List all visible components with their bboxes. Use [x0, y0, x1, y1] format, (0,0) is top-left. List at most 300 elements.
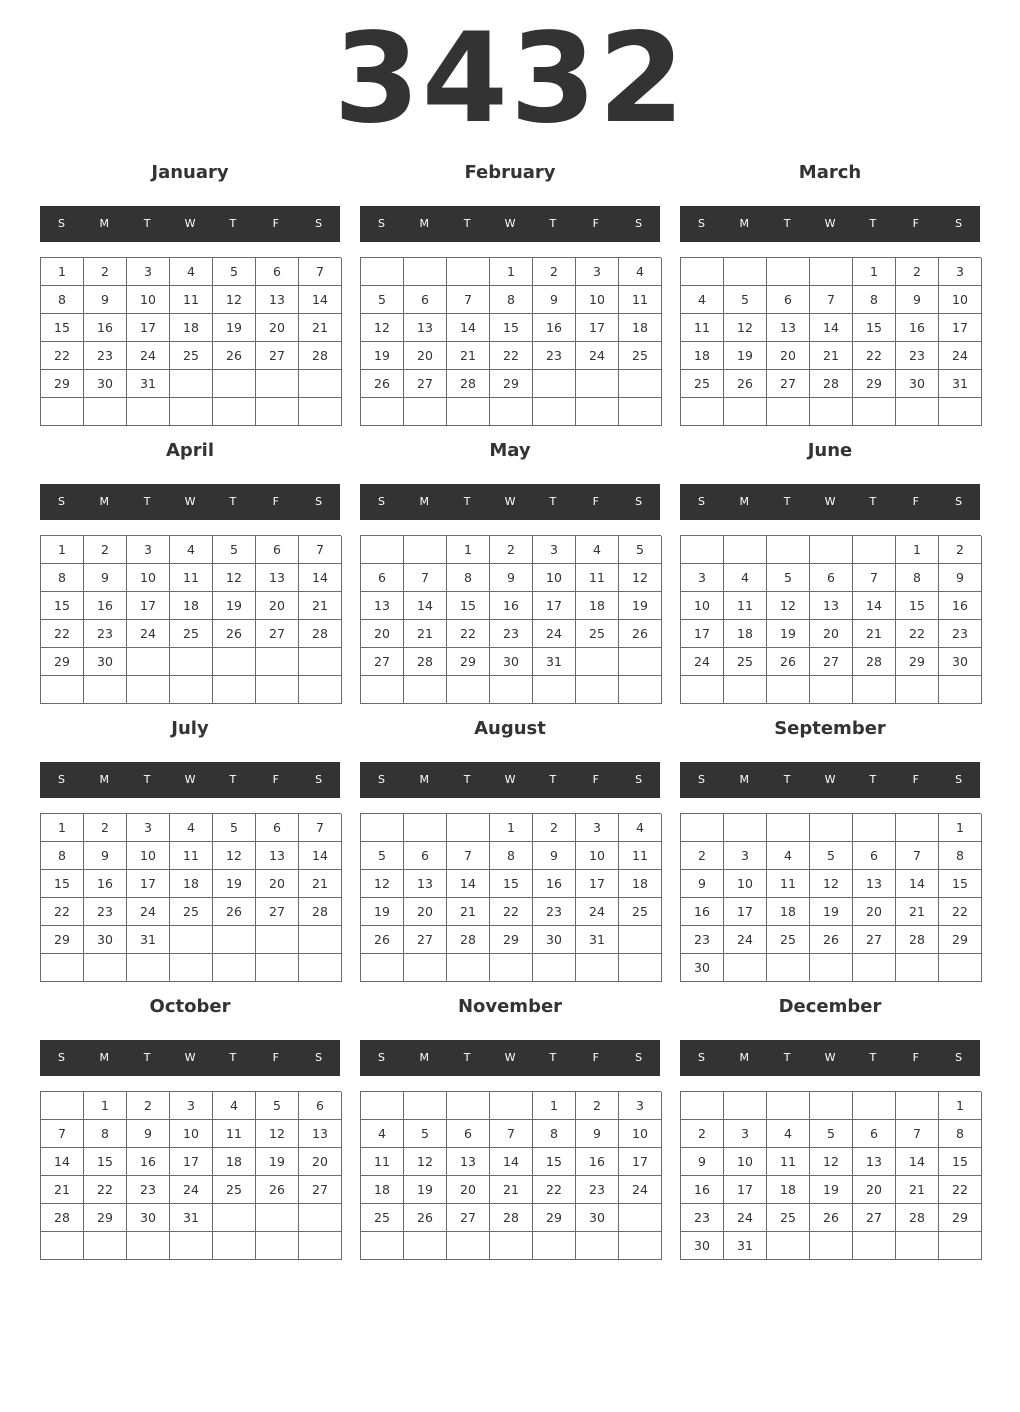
- day-cell: 13: [853, 870, 896, 898]
- weekday-label: W: [824, 1051, 836, 1064]
- day-cell: 2: [84, 258, 127, 286]
- day-cell: 12: [724, 314, 767, 342]
- weekday-label: M: [739, 217, 750, 230]
- weekday-label: F: [912, 773, 919, 786]
- day-cell: 6: [767, 286, 810, 314]
- empty-cell: [853, 676, 896, 704]
- day-cell: 25: [724, 648, 767, 676]
- day-cell: 2: [681, 1120, 724, 1148]
- day-cell: 16: [939, 592, 982, 620]
- day-cell: 6: [404, 842, 447, 870]
- day-cell: 31: [127, 926, 170, 954]
- empty-cell: [853, 536, 896, 564]
- day-cell: 19: [404, 1176, 447, 1204]
- day-cell: 3: [939, 258, 982, 286]
- weekday-label: S: [57, 495, 65, 508]
- empty-cell: [853, 1232, 896, 1260]
- weekday-label: M: [99, 217, 110, 230]
- day-cell: 18: [170, 592, 213, 620]
- day-cell: 26: [810, 1204, 853, 1232]
- weekday-label: S: [635, 773, 643, 786]
- day-cell: 7: [41, 1120, 84, 1148]
- empty-cell: [576, 398, 619, 426]
- empty-cell: [256, 926, 299, 954]
- day-cell: 6: [361, 564, 404, 592]
- day-cell: 29: [853, 370, 896, 398]
- empty-cell: [127, 648, 170, 676]
- empty-cell: [619, 954, 662, 982]
- day-cell: 14: [853, 592, 896, 620]
- empty-cell: [256, 398, 299, 426]
- empty-cell: [767, 536, 810, 564]
- day-cell: 15: [853, 314, 896, 342]
- month-name: April: [165, 440, 215, 461]
- day-cell: 18: [681, 342, 724, 370]
- day-cell: 5: [213, 536, 256, 564]
- weekday-label: W: [184, 217, 196, 230]
- day-cell: 25: [170, 342, 213, 370]
- empty-cell: [681, 814, 724, 842]
- day-cell: 27: [810, 648, 853, 676]
- day-cell: 10: [724, 1148, 767, 1176]
- day-cell: 12: [361, 314, 404, 342]
- day-cell: 29: [41, 370, 84, 398]
- day-cell: 4: [767, 842, 810, 870]
- empty-cell: [127, 1232, 170, 1260]
- day-cell: 23: [896, 342, 939, 370]
- empty-cell: [447, 676, 490, 704]
- empty-cell: [447, 1232, 490, 1260]
- weekday-header: [680, 762, 980, 798]
- day-cell: 5: [256, 1092, 299, 1120]
- weekday-label: T: [229, 217, 237, 230]
- day-cell: 22: [41, 898, 84, 926]
- day-cell: 2: [84, 814, 127, 842]
- empty-cell: [170, 954, 213, 982]
- day-cell: 27: [767, 370, 810, 398]
- weekday-header: [680, 1040, 980, 1076]
- weekday-label: T: [143, 773, 151, 786]
- day-cell: 28: [404, 648, 447, 676]
- empty-cell: [619, 1232, 662, 1260]
- empty-cell: [213, 926, 256, 954]
- empty-cell: [404, 398, 447, 426]
- day-cell: 16: [533, 870, 576, 898]
- weekday-label: T: [783, 495, 791, 508]
- day-cell: 19: [810, 898, 853, 926]
- weekday-label: S: [377, 495, 385, 508]
- day-cell: 19: [619, 592, 662, 620]
- day-cell: 5: [361, 286, 404, 314]
- day-cell: 14: [299, 564, 342, 592]
- weekday-label: W: [504, 1051, 516, 1064]
- day-cell: 19: [213, 314, 256, 342]
- day-cell: 28: [299, 342, 342, 370]
- day-cell: 16: [576, 1148, 619, 1176]
- day-cell: 17: [576, 870, 619, 898]
- day-cell: 14: [490, 1148, 533, 1176]
- day-cell: 1: [41, 814, 84, 842]
- day-cell: 11: [619, 286, 662, 314]
- day-cell: 24: [619, 1176, 662, 1204]
- day-cell: 24: [724, 926, 767, 954]
- day-cell: 1: [939, 1092, 982, 1120]
- weekday-label: W: [184, 495, 196, 508]
- day-cell: 15: [939, 870, 982, 898]
- empty-cell: [681, 676, 724, 704]
- weekday-label: W: [184, 1051, 196, 1064]
- day-cell: 2: [681, 842, 724, 870]
- day-cell: 22: [41, 620, 84, 648]
- month-name: March: [798, 162, 862, 183]
- day-cell: 17: [576, 314, 619, 342]
- weekday-label: S: [697, 1051, 705, 1064]
- empty-cell: [299, 676, 342, 704]
- day-cell: 14: [896, 870, 939, 898]
- day-cell: 15: [490, 870, 533, 898]
- day-cell: 22: [896, 620, 939, 648]
- day-grid: [360, 1091, 661, 1260]
- day-cell: 10: [127, 842, 170, 870]
- day-cell: 19: [767, 620, 810, 648]
- day-cell: 11: [724, 592, 767, 620]
- empty-cell: [490, 676, 533, 704]
- weekday-label: T: [229, 495, 237, 508]
- empty-cell: [576, 1232, 619, 1260]
- day-cell: 2: [533, 814, 576, 842]
- weekday-label: M: [419, 1051, 430, 1064]
- day-cell: 4: [361, 1120, 404, 1148]
- day-cell: 7: [404, 564, 447, 592]
- day-cell: 16: [84, 314, 127, 342]
- day-cell: 12: [213, 842, 256, 870]
- weekday-label: F: [592, 773, 599, 786]
- month-name: May: [489, 440, 531, 461]
- day-cell: 21: [299, 592, 342, 620]
- weekday-label: W: [184, 773, 196, 786]
- day-cell: 20: [256, 592, 299, 620]
- day-cell: 26: [213, 620, 256, 648]
- day-cell: 30: [896, 370, 939, 398]
- weekday-label: S: [315, 773, 323, 786]
- empty-cell: [533, 676, 576, 704]
- day-cell: 13: [256, 842, 299, 870]
- day-cell: 15: [447, 592, 490, 620]
- day-cell: 22: [533, 1176, 576, 1204]
- day-cell: 10: [724, 870, 767, 898]
- weekday-label: W: [504, 495, 516, 508]
- empty-cell: [361, 1232, 404, 1260]
- day-cell: 4: [767, 1120, 810, 1148]
- day-grid: [680, 1091, 981, 1260]
- day-cell: 5: [213, 258, 256, 286]
- weekday-label: S: [955, 1051, 963, 1064]
- day-cell: 17: [170, 1148, 213, 1176]
- day-cell: 8: [84, 1120, 127, 1148]
- empty-cell: [896, 398, 939, 426]
- empty-cell: [767, 814, 810, 842]
- day-grid: [40, 257, 341, 426]
- day-cell: 22: [490, 898, 533, 926]
- day-cell: 4: [619, 814, 662, 842]
- day-cell: 30: [681, 1232, 724, 1260]
- day-cell: 5: [361, 842, 404, 870]
- day-cell: 26: [724, 370, 767, 398]
- empty-cell: [41, 1232, 84, 1260]
- day-cell: 3: [576, 258, 619, 286]
- day-cell: 31: [533, 648, 576, 676]
- empty-cell: [404, 1092, 447, 1120]
- day-cell: 7: [299, 814, 342, 842]
- empty-cell: [576, 954, 619, 982]
- day-cell: 15: [490, 314, 533, 342]
- empty-cell: [853, 954, 896, 982]
- day-cell: 21: [810, 342, 853, 370]
- day-cell: 24: [533, 620, 576, 648]
- day-cell: 9: [576, 1120, 619, 1148]
- day-grid: [680, 535, 981, 704]
- weekday-label: W: [824, 773, 836, 786]
- weekday-header: [40, 484, 340, 520]
- empty-cell: [490, 398, 533, 426]
- day-cell: 19: [213, 592, 256, 620]
- day-cell: 19: [810, 1176, 853, 1204]
- day-cell: 3: [576, 814, 619, 842]
- empty-cell: [724, 1092, 767, 1120]
- empty-cell: [810, 1092, 853, 1120]
- day-grid: [680, 813, 981, 982]
- empty-cell: [404, 954, 447, 982]
- day-cell: 17: [681, 620, 724, 648]
- empty-cell: [447, 954, 490, 982]
- day-cell: 18: [213, 1148, 256, 1176]
- day-cell: 28: [853, 648, 896, 676]
- day-cell: 19: [256, 1148, 299, 1176]
- empty-cell: [724, 258, 767, 286]
- day-cell: 27: [447, 1204, 490, 1232]
- day-cell: 13: [447, 1148, 490, 1176]
- day-cell: 8: [41, 842, 84, 870]
- day-cell: 27: [853, 926, 896, 954]
- weekday-label: W: [504, 773, 516, 786]
- weekday-label: W: [504, 217, 516, 230]
- year-title: 3432: [333, 7, 687, 151]
- empty-cell: [681, 1092, 724, 1120]
- day-cell: 10: [127, 286, 170, 314]
- day-cell: 15: [41, 592, 84, 620]
- empty-cell: [576, 676, 619, 704]
- weekday-label: T: [143, 1051, 151, 1064]
- weekday-label: M: [99, 773, 110, 786]
- day-cell: 4: [724, 564, 767, 592]
- empty-cell: [84, 676, 127, 704]
- empty-cell: [299, 954, 342, 982]
- day-cell: 6: [447, 1120, 490, 1148]
- weekday-header: [40, 206, 340, 242]
- empty-cell: [127, 954, 170, 982]
- day-cell: 14: [41, 1148, 84, 1176]
- day-cell: 19: [213, 870, 256, 898]
- day-grid: [360, 535, 661, 704]
- day-grid: [40, 535, 341, 704]
- weekday-label: T: [783, 773, 791, 786]
- day-cell: 30: [84, 370, 127, 398]
- day-cell: 4: [619, 258, 662, 286]
- empty-cell: [767, 676, 810, 704]
- empty-cell: [619, 676, 662, 704]
- day-cell: 23: [84, 898, 127, 926]
- day-cell: 16: [896, 314, 939, 342]
- day-cell: 3: [724, 1120, 767, 1148]
- day-cell: 5: [213, 814, 256, 842]
- weekday-label: M: [99, 1051, 110, 1064]
- day-cell: 2: [896, 258, 939, 286]
- day-cell: 14: [896, 1148, 939, 1176]
- empty-cell: [619, 926, 662, 954]
- day-cell: 12: [404, 1148, 447, 1176]
- empty-cell: [361, 1092, 404, 1120]
- day-cell: 13: [404, 870, 447, 898]
- day-cell: 30: [576, 1204, 619, 1232]
- empty-cell: [853, 1092, 896, 1120]
- weekday-label: F: [592, 495, 599, 508]
- day-cell: 9: [84, 564, 127, 592]
- day-cell: 28: [447, 370, 490, 398]
- day-cell: 13: [810, 592, 853, 620]
- day-cell: 10: [681, 592, 724, 620]
- empty-cell: [767, 398, 810, 426]
- day-cell: 20: [256, 870, 299, 898]
- day-cell: 10: [533, 564, 576, 592]
- day-cell: 12: [767, 592, 810, 620]
- day-cell: 1: [41, 258, 84, 286]
- day-cell: 11: [576, 564, 619, 592]
- empty-cell: [256, 1204, 299, 1232]
- day-cell: 30: [490, 648, 533, 676]
- empty-cell: [84, 1232, 127, 1260]
- day-cell: 28: [447, 926, 490, 954]
- empty-cell: [213, 398, 256, 426]
- empty-cell: [896, 1092, 939, 1120]
- weekday-label: S: [955, 495, 963, 508]
- empty-cell: [213, 954, 256, 982]
- day-cell: 27: [256, 342, 299, 370]
- day-cell: 26: [767, 648, 810, 676]
- empty-cell: [361, 814, 404, 842]
- day-cell: 16: [84, 870, 127, 898]
- month-name: July: [171, 718, 209, 739]
- day-cell: 19: [724, 342, 767, 370]
- day-cell: 16: [127, 1148, 170, 1176]
- day-cell: 25: [767, 926, 810, 954]
- day-cell: 30: [84, 926, 127, 954]
- empty-cell: [767, 258, 810, 286]
- month-name: February: [464, 162, 556, 183]
- weekday-label: W: [824, 495, 836, 508]
- day-cell: 25: [767, 1204, 810, 1232]
- empty-cell: [681, 398, 724, 426]
- day-cell: 5: [810, 842, 853, 870]
- day-cell: 15: [41, 870, 84, 898]
- empty-cell: [41, 398, 84, 426]
- day-cell: 20: [256, 314, 299, 342]
- day-cell: 3: [681, 564, 724, 592]
- day-cell: 8: [939, 1120, 982, 1148]
- day-cell: 27: [299, 1176, 342, 1204]
- weekday-label: S: [635, 217, 643, 230]
- day-cell: 13: [767, 314, 810, 342]
- empty-cell: [84, 954, 127, 982]
- day-cell: 20: [404, 342, 447, 370]
- day-cell: 21: [490, 1176, 533, 1204]
- day-cell: 9: [127, 1120, 170, 1148]
- empty-cell: [724, 536, 767, 564]
- day-cell: 26: [256, 1176, 299, 1204]
- day-cell: 11: [767, 1148, 810, 1176]
- weekday-label: S: [57, 217, 65, 230]
- day-cell: 11: [213, 1120, 256, 1148]
- day-cell: 27: [361, 648, 404, 676]
- weekday-label: S: [697, 495, 705, 508]
- empty-cell: [681, 258, 724, 286]
- day-cell: 24: [681, 648, 724, 676]
- day-cell: 10: [576, 286, 619, 314]
- empty-cell: [767, 954, 810, 982]
- day-cell: 27: [404, 370, 447, 398]
- day-cell: 7: [299, 536, 342, 564]
- day-cell: 8: [853, 286, 896, 314]
- weekday-label: F: [592, 217, 599, 230]
- day-cell: 29: [533, 1204, 576, 1232]
- day-cell: 11: [767, 870, 810, 898]
- empty-cell: [767, 1092, 810, 1120]
- day-cell: 25: [170, 620, 213, 648]
- day-cell: 23: [84, 342, 127, 370]
- day-cell: 1: [490, 258, 533, 286]
- day-cell: 27: [256, 898, 299, 926]
- weekday-header: [40, 762, 340, 798]
- empty-cell: [213, 370, 256, 398]
- weekday-label: T: [549, 217, 557, 230]
- month-name: October: [149, 996, 231, 1017]
- weekday-header: [360, 1040, 660, 1076]
- empty-cell: [619, 370, 662, 398]
- empty-cell: [533, 954, 576, 982]
- weekday-label: M: [739, 1051, 750, 1064]
- weekday-label: F: [272, 1051, 279, 1064]
- empty-cell: [170, 926, 213, 954]
- day-cell: 4: [213, 1092, 256, 1120]
- day-cell: 12: [213, 564, 256, 592]
- day-cell: 18: [767, 1176, 810, 1204]
- day-cell: 7: [853, 564, 896, 592]
- day-cell: 8: [533, 1120, 576, 1148]
- day-cell: 25: [619, 898, 662, 926]
- empty-cell: [170, 676, 213, 704]
- day-cell: 29: [490, 370, 533, 398]
- empty-cell: [810, 536, 853, 564]
- day-cell: 23: [127, 1176, 170, 1204]
- weekday-label: T: [783, 1051, 791, 1064]
- day-cell: 17: [127, 592, 170, 620]
- weekday-label: T: [549, 495, 557, 508]
- empty-cell: [84, 398, 127, 426]
- day-grid: [360, 813, 661, 982]
- day-cell: 2: [533, 258, 576, 286]
- month-name: August: [474, 718, 546, 739]
- day-cell: 1: [41, 536, 84, 564]
- day-grid: [360, 257, 661, 426]
